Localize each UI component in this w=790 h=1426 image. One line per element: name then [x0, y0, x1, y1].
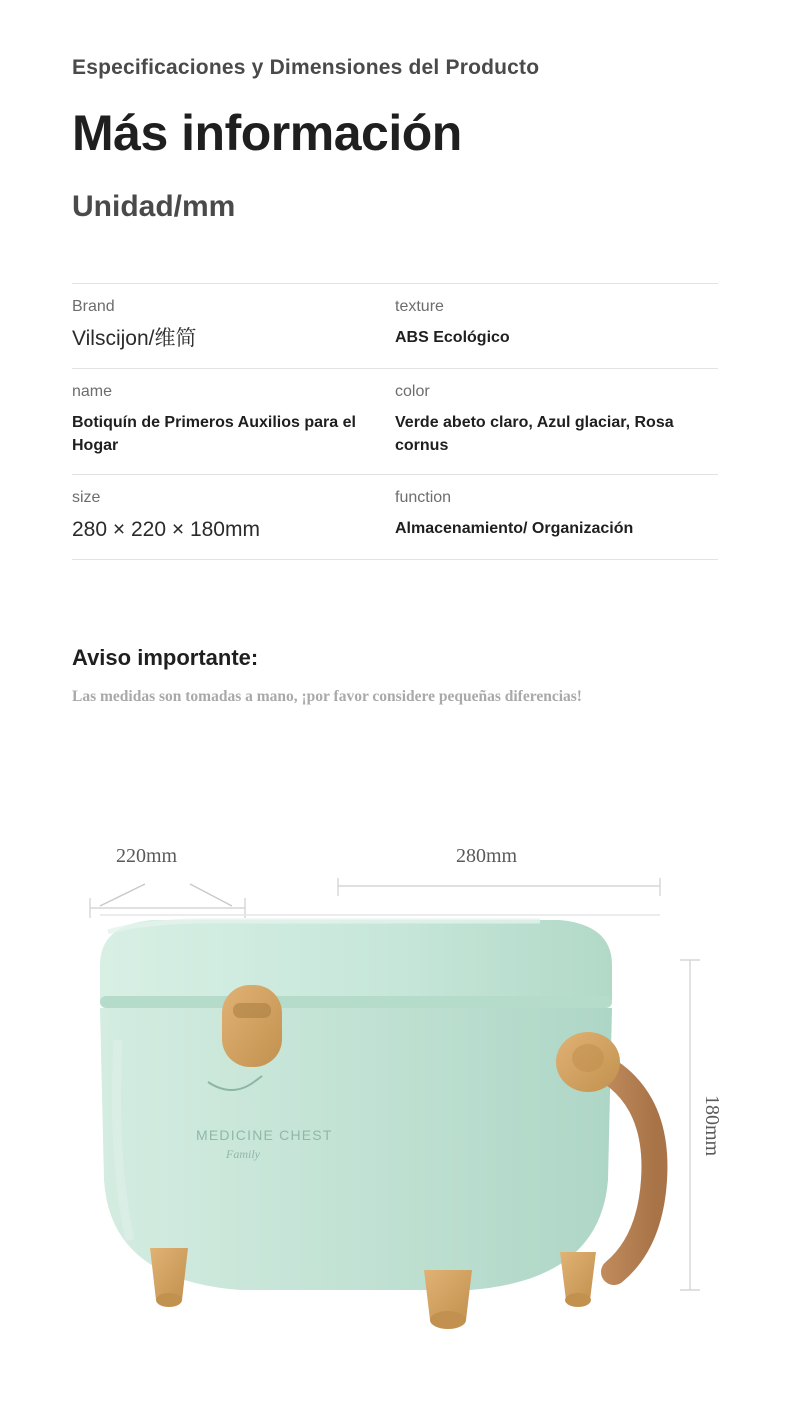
notice-title: Aviso importante: [72, 645, 259, 670]
dimension-label-height: 180mm [701, 1095, 723, 1157]
unit-subtitle: Unidad/mm [72, 190, 236, 223]
dimension-leaders-top [90, 878, 660, 918]
spec-key: function [395, 488, 452, 506]
spec-value: Verde abeto claro, Azul glaciar, Rosa cornus [395, 414, 674, 455]
page-eyebrow: Especificaciones y Dimensiones del Producto [72, 56, 540, 79]
spec-value: ABS Ecológico [395, 329, 510, 346]
page-title: Más información [72, 105, 462, 161]
spec-key: Brand [72, 298, 115, 315]
box-body [100, 1008, 612, 1290]
brand-mark: MEDICINE CHEST [196, 1127, 333, 1143]
spec-value: Botiquín de Primeros Auxilios para el Hogar [72, 414, 356, 455]
spec-value: Almacenamiento/ Organización [395, 519, 634, 537]
latch-wood [222, 985, 282, 1067]
spec-value: 280 × 220 × 180mm [72, 517, 260, 541]
spec-key: texture [395, 298, 444, 315]
spec-key: size [72, 488, 101, 506]
dimension-label-depth: 220mm [116, 845, 178, 867]
spec-key: color [395, 383, 430, 401]
box-lid [100, 920, 612, 1008]
dimension-label-width: 280mm [456, 845, 518, 867]
dimension-leaders-right [680, 960, 700, 1290]
spec-key: name [72, 383, 113, 401]
spec-value: Vilscijon/维简 [72, 327, 197, 350]
notice-body: Las medidas son tomadas a mano, ¡por favor considere pequeñas diferencias! [72, 688, 582, 705]
brand-submark: Family [226, 1147, 260, 1161]
